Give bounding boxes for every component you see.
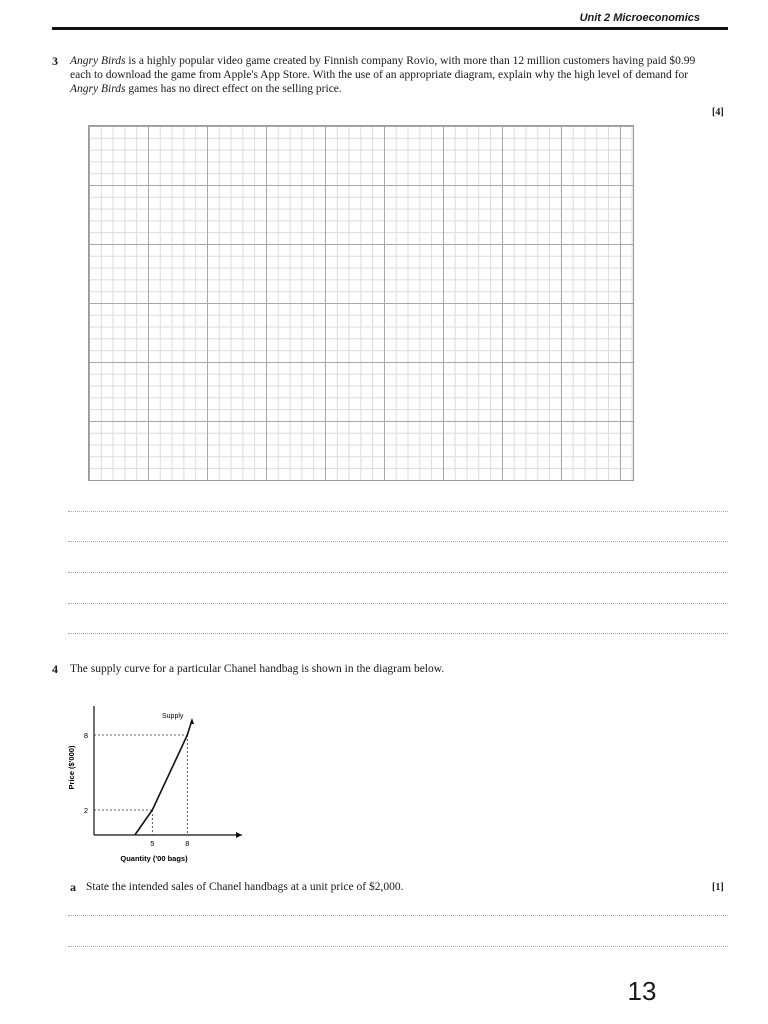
page-number: 13 [627, 976, 657, 1006]
question-3-number: 3 [52, 54, 58, 68]
question-4-text: The supply curve for a particular Chanel handbag is shown in the diagram below. [70, 663, 445, 675]
x-tick-label: 5 [150, 839, 155, 848]
series-label-supply: Supply [162, 713, 184, 720]
answer-line[interactable] [68, 946, 728, 947]
answer-line[interactable] [68, 603, 728, 604]
page-header-title: Unit 2 Microeconomics [579, 12, 700, 24]
supply-chart [60, 700, 260, 870]
answer-line[interactable] [68, 511, 728, 512]
question-3-body-end: games has no direct effect on the selling price. [125, 83, 342, 95]
question-4-number: 4 [52, 662, 58, 676]
part-a-text: State the intended sales of Chanel handbags at a unit price of $2,000. [86, 881, 404, 893]
part-a-letter: a [70, 880, 76, 894]
y-tick-label: 8 [83, 731, 89, 740]
part-a-marks: [1] [712, 882, 724, 893]
answer-line[interactable] [68, 633, 728, 634]
y-axis-label: Price ($'000) [67, 745, 76, 790]
y-tick-label: 2 [83, 806, 89, 815]
header-rule [52, 27, 728, 30]
x-axis-label: Quantity ('00 bags) [120, 854, 188, 863]
x-tick-label: 8 [185, 839, 190, 848]
question-3-body: is a highly popular video game created by Finnish company Rovio, with more than 12 million customers having paid $0.99 each to download the game from Apple's App Store. With the use of an appropriate diagram, explain why the high level of demand for [70, 55, 696, 81]
supply-curve-arrow [190, 718, 194, 724]
answer-line[interactable] [68, 915, 728, 916]
answer-line[interactable] [68, 572, 728, 573]
graph-paper-area[interactable] [88, 125, 634, 481]
x-axis-arrow [236, 832, 242, 838]
question-3-italic-title-2: Angry Birds [70, 83, 126, 95]
supply-curve [135, 720, 192, 835]
answer-line[interactable] [68, 541, 728, 542]
question-3-marks: [4] [712, 107, 724, 118]
question-3-italic-title: Angry Birds [70, 55, 126, 67]
question-3-text [70, 54, 710, 96]
